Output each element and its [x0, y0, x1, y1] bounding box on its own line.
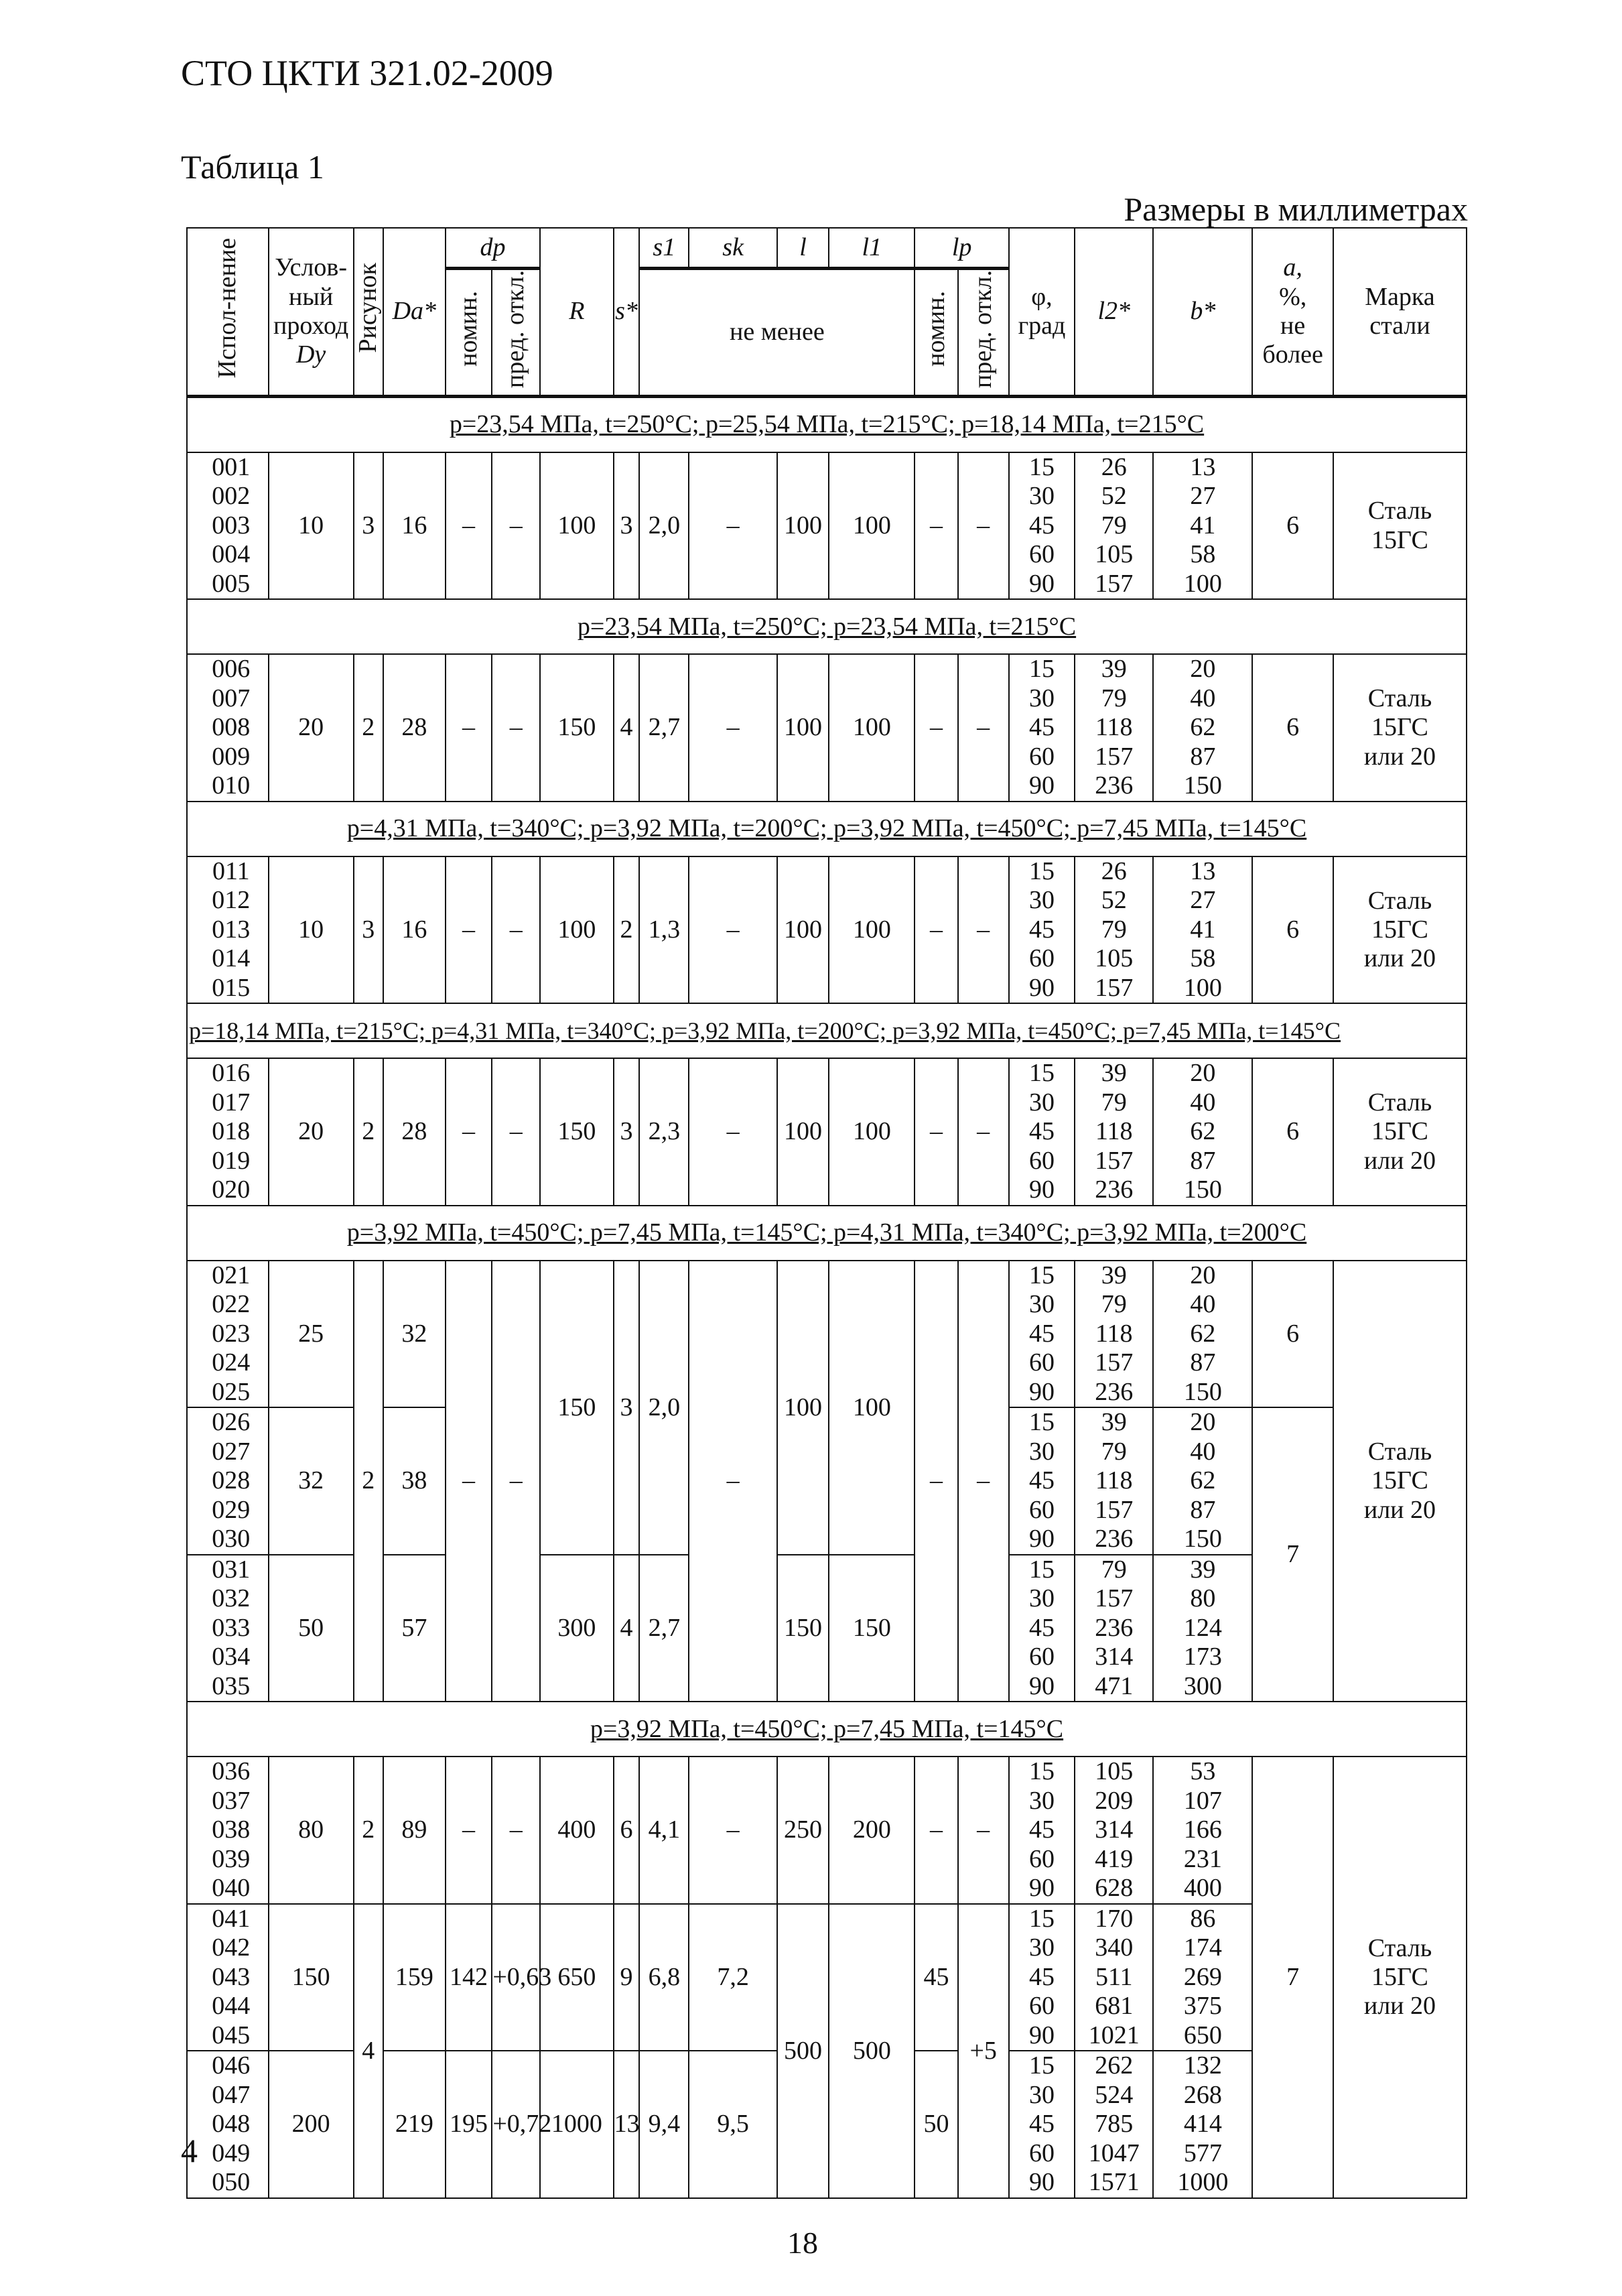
col-r: R: [540, 228, 613, 396]
col-dp: dp: [446, 228, 540, 268]
table-row: 036 037 038 039 040 80 2 89 – – 400 6 4,1 – 250 200 – – 15 30 45 60 90 105 209 314 419 628 53 107 166 231 400 7 Сталь 15ГС или 20: [187, 1757, 1467, 1904]
col-sk: sk: [689, 228, 777, 268]
table-body: [187, 396, 1467, 2198]
col-dp-nom: номин.: [446, 268, 492, 396]
col-dp-tol: пред. откл.: [492, 268, 540, 396]
table-row: 031 032 033 034 035 50 57 300 4 2,7 150 150 15 30 45 60 90 79 157 236 314 471 39 80 124 173 300: [187, 1555, 1467, 1702]
table-row: 041 042 043 044 045 150 4 159 142 +0,63 650 9 6,8 7,2 500 500 45 +5 15 30 45 60 90 170 340 511 681 1021 86 174 269 375 650: [187, 1904, 1467, 2051]
section-page-number: 4: [181, 2132, 198, 2169]
table-row: 021 022 023 024 025 25 2 32 – – 150 3 2,0 – 100 100 – – 15 30 45 60 90 39 79 118 157 236 20 40 62 87 150 6 Сталь 15ГС или 20: [187, 1261, 1467, 1408]
condition-row: p=23,54 МПа, t=250°C; p=25,54 МПа, t=215°C; p=18,14 МПа, t=215°C: [187, 396, 1467, 452]
table-row: 001 002 003 004 005 10 3 16 – – 100 3 2,0 – 100 100 – – 15 30 45 60 90 26 52 79 105 157 13 27 41 58 100 6 Сталь 15ГС: [187, 452, 1467, 600]
col-b: b*: [1153, 228, 1252, 396]
condition-row: p=4,31 МПа, t=340°C; p=3,92 МПа, t=200°C; p=3,92 МПа, t=450°C; p=7,45 МПа, t=145°C: [187, 802, 1467, 856]
units-note: Размеры в миллиметрах: [1124, 190, 1468, 228]
table-row: 011 012 013 014 015 10 3 16 – – 100 2 1,3 – 100 100 – – 15 30 45 60 90 26 52 79 105 157 13 27 41 58 100 6 Сталь 15ГС или 20: [187, 856, 1467, 1004]
col-s: s*: [614, 228, 640, 396]
condition-row: p=3,92 МПа, t=450°C; p=7,45 МПа, t=145°C; p=4,31 МПа, t=340°C; p=3,92 МПа, t=200°C: [187, 1206, 1467, 1261]
col-s1: s1: [639, 228, 689, 268]
table-row: 046 047 048 049 050 200 219 195 +0,72 1000 13 9,4 9,5 50 15 30 45 60 90 262 524 785 1047 1571 132 268 414 577 1000: [187, 2051, 1467, 2198]
col-lp-nom: номин.: [915, 268, 957, 396]
table-header: [187, 228, 1467, 396]
table-row: 026 027 028 029 030 32 38 15 30 45 60 90 39 79 118 157 236 20 40 62 87 150 7: [187, 1407, 1467, 1555]
table-row: 006 007 008 009 010 20 2 28 – – 150 4 2,7 – 100 100 – – 15 30 45 60 90 39 79 118 157 236 20 40 62 87 150 6 Сталь 15ГС или 20: [187, 654, 1467, 802]
col-lp: lp: [915, 228, 1008, 268]
col-dy: Услов- ный проход Dy: [269, 228, 354, 396]
col-variant: Испол-нение: [187, 228, 269, 396]
col-figure: Рисунок: [354, 228, 383, 396]
col-lp-tol: пред. откл.: [958, 268, 1009, 396]
condition-row: p=3,92 МПа, t=450°C; p=7,45 МПа, t=145°C: [187, 1702, 1467, 1757]
col-da: Da*: [383, 228, 446, 396]
col-phi: φ, град: [1009, 228, 1075, 396]
dimensions-table: [186, 227, 1467, 2199]
condition-row: p=18,14 МПа, t=215°C; p=4,31 МПа, t=340°C; p=3,92 МПа, t=200°C; p=3,92 МПа, t=450°C; p=7,45 МПа, t=145°C: [187, 1003, 1467, 1058]
col-steel: Марка стали: [1333, 228, 1467, 396]
col-not-less: не менее: [639, 268, 915, 396]
table-caption: Таблица 1: [181, 148, 324, 186]
condition-row: p=23,54 МПа, t=250°C; p=23,54 МПа, t=215°C: [187, 599, 1467, 654]
col-l: l: [777, 228, 829, 268]
col-a: a, %, не более: [1252, 228, 1333, 396]
table-row: 016 017 018 019 020 20 2 28 – – 150 3 2,3 – 100 100 – – 15 30 45 60 90 39 79 118 157 236 20 40 62 87 150 6 Сталь 15ГС или 20: [187, 1058, 1467, 1206]
page-number: 18: [787, 2226, 818, 2260]
col-l2: l2*: [1075, 228, 1153, 396]
document-code: СТО ЦКТИ 321.02-2009: [181, 53, 553, 93]
col-l1: l1: [829, 228, 915, 268]
